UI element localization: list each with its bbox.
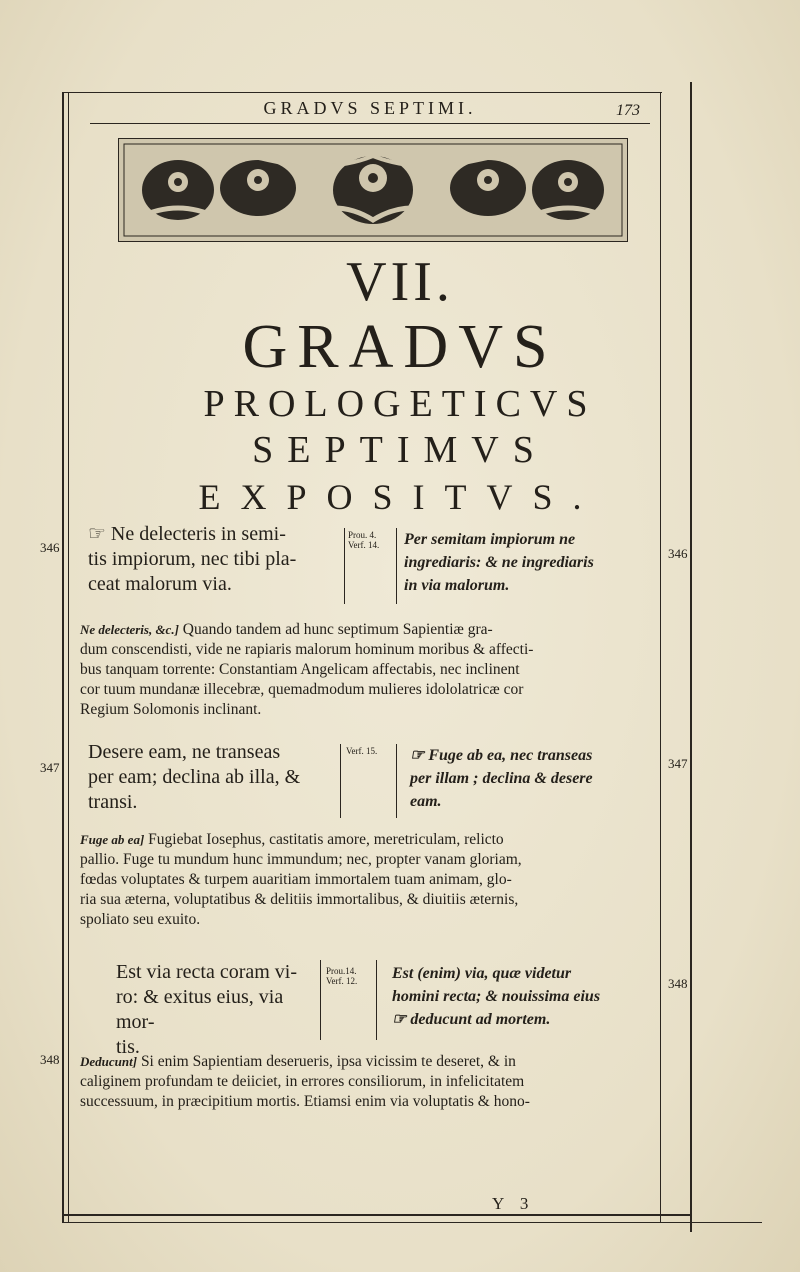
- commentary-line: successuum, in præcipitium mortis. Etiamsi enim via voluptatis & hono-: [80, 1093, 530, 1110]
- scripture-reference: [348, 530, 379, 550]
- translation-line: ingrediaris: & ne ingrediaris: [404, 554, 594, 571]
- reference-line: Prou.14.: [326, 966, 357, 976]
- commentary: [80, 1052, 650, 1112]
- commentary-line: [80, 830, 650, 850]
- translation-line: eam.: [410, 793, 442, 810]
- column-rule: [344, 528, 345, 604]
- translation-text: [404, 528, 644, 597]
- column-rule: [320, 960, 321, 1040]
- verse-line: ☞ Ne delecteris in semi-: [88, 523, 286, 545]
- verse-line: ceat malorum via.: [88, 573, 232, 595]
- commentary-line: bus tanquam torrente: Constantiam Angelicam affectabis, nec inclinent: [80, 661, 520, 678]
- margin-number-right: 348: [668, 976, 688, 991]
- translation-text: [410, 744, 650, 813]
- title-line-3: SEPTIMVS: [252, 429, 548, 471]
- ornamental-headpiece-icon: [118, 138, 628, 242]
- reference-line: Verf. 14.: [348, 540, 380, 550]
- verse-line: ro: & exitus eius, via mor-: [116, 986, 284, 1033]
- lemma: Ne delecteris, &c.]: [80, 622, 179, 637]
- scripture-reference: [346, 746, 377, 756]
- margin-number-right: 346: [668, 546, 688, 561]
- translation-text: [392, 962, 642, 1031]
- verse-text: [88, 522, 333, 597]
- reference-line: Prou. 4.: [348, 530, 377, 540]
- column-rule: [376, 960, 377, 1040]
- translation-line: per illam ; declina & desere: [410, 770, 593, 787]
- column-rule: [340, 744, 341, 818]
- page-number: 173: [616, 102, 640, 119]
- lemma: Fuge ab ea]: [80, 832, 145, 847]
- column-rule: [396, 528, 397, 604]
- title-number: VII.: [346, 251, 454, 313]
- translation-line: ☞ Fuge ab ea, nec transeas: [410, 747, 593, 764]
- translation-line: Per semitam impiorum ne: [404, 531, 576, 548]
- commentary-line: cor tuum mundanæ illecebræ, quemadmodum mulieres idololatricæ cor: [80, 681, 524, 698]
- commentary-line: [80, 620, 650, 640]
- column-rule: [396, 744, 397, 818]
- translation-line: Est (enim) via, quæ videtur: [392, 965, 572, 982]
- title-line-2: PROLOGETICVS: [203, 383, 597, 425]
- translation-line: in via malorum.: [404, 577, 510, 594]
- commentary-line: caliginem profundam te deiiciet, in errores consiliorum, in infelicitatem: [80, 1073, 525, 1090]
- commentary: [80, 830, 650, 930]
- commentary-line: pallio. Fuge tu mundum hunc immundum; nec, propter vanam gloriam,: [80, 851, 522, 868]
- head-rule: [90, 123, 650, 124]
- verse-line: per eam; declina ab illa, &: [88, 766, 301, 788]
- reference-line: Verf. 12.: [326, 976, 358, 986]
- margin-number-right: 347: [668, 756, 688, 771]
- title-line-1: GRADVS: [242, 313, 558, 381]
- margin-number-left: 346: [40, 540, 60, 555]
- commentary-line: ria sua æterna, voluptatibus & delitiis immortalibus, & diuitiis æternis,: [80, 891, 519, 908]
- commentary-line: [80, 1052, 650, 1072]
- verse-text: [88, 740, 333, 815]
- verse-line: transi.: [88, 791, 138, 813]
- commentary-text: Quando tandem ad hunc septimum Sapientiæ gra-: [182, 621, 493, 638]
- title-line-4: EXPOSITVS.: [198, 477, 602, 517]
- lemma: Deducunt]: [80, 1054, 138, 1069]
- reference-line: Verf. 15.: [346, 746, 378, 756]
- verse-line: tis impiorum, nec tibi pla-: [88, 548, 297, 570]
- frame-rule-bottom-outer: [62, 1222, 762, 1223]
- commentary: [80, 620, 650, 720]
- verse-text: [116, 960, 326, 1060]
- commentary-line: Regium Solomonis inclinant.: [80, 701, 262, 718]
- verse-line: Est via recta coram vi-: [116, 961, 298, 983]
- translation-line: ☞ deducunt ad mortem.: [392, 1011, 551, 1028]
- translation-line: homini recta; & nouissima eius: [392, 988, 601, 1005]
- running-head: GRADVS SEPTIMI.: [263, 98, 477, 118]
- commentary-line: fœdas voluptates & turpem auaritiam immortalem tuam animam, glo-: [80, 871, 512, 888]
- scripture-reference: [326, 966, 357, 986]
- printer-signature: Y 3: [492, 1194, 535, 1213]
- frame-rule-bottom: [62, 1214, 692, 1216]
- commentary-text: Si enim Sapientiam deserueris, ipsa vicissim te deseret, & in: [140, 1053, 516, 1070]
- verse-line: tis.: [116, 1036, 140, 1058]
- commentary-line: dum conscendisti, vide ne rapiaris malorum hominum moribus & affecti-: [80, 641, 534, 658]
- margin-number-left: 347: [40, 760, 60, 775]
- margin-number-left: 348: [40, 1052, 60, 1067]
- commentary-text: Fugiebat Iosephus, castitatis amore, meretriculam, relicto: [148, 831, 504, 848]
- frame-rule-top: [62, 92, 662, 93]
- verse-line: Desere eam, ne transeas: [88, 741, 281, 763]
- commentary-line: spoliato seu exuito.: [80, 911, 201, 928]
